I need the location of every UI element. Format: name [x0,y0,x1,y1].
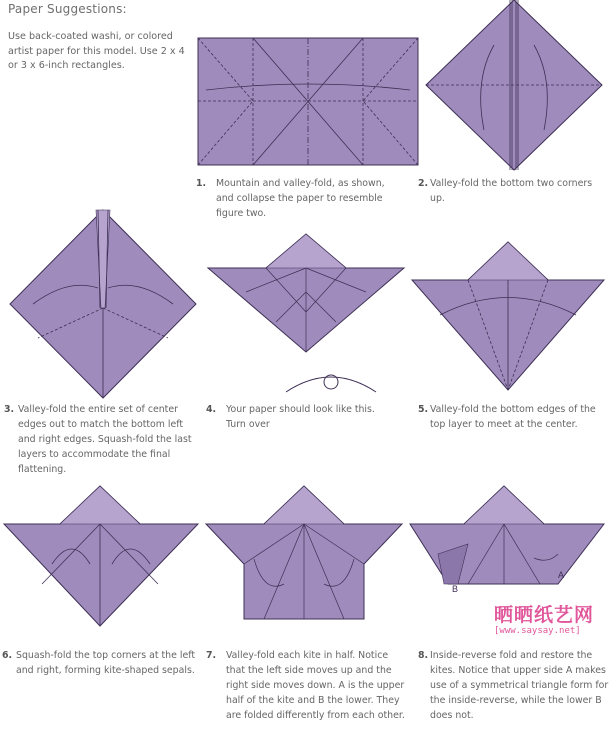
step-3 [4,402,200,480]
watermark-logo: 晒晒纸艺网 [494,604,595,626]
step-text: Valley-fold each kite in half. Notice that the left side moves up and the right side moves down. A is the upper half of the kite and B the lower. They are folded differently from each other. [226,650,405,721]
label-a: A [558,570,565,580]
figure-2-diamond [424,0,604,170]
figure-8-shape [408,484,608,596]
step-text: Inside-reverse fold and restore the kites. Notice that upper side A makes use of a symmetrical triangle form for the inside-reverse, while the lower B does not. [430,650,609,721]
step-text: Valley-fold the entire set of center edges out to match the bottom left and right edges. Squash-fold the last layers to accommodate the final flattening. [18,404,192,475]
step-number: 6. [2,650,13,661]
label-b: B [452,584,459,594]
step-8 [418,648,610,744]
step-text: Mountain and valley-fold, as shown, and collapse the paper to resemble figure two. [216,178,385,219]
step-1 [196,176,406,226]
step-text: Valley-fold the bottom two corners up. [430,178,593,204]
step-text: Your paper should look like this. Turn over [226,404,375,430]
step-number: 3. [4,404,15,415]
step-number: 4. [206,404,217,415]
step-text: Squash-fold the top corners at the left and right, forming kite-shaped sepals. [16,650,196,676]
step-number: 5. [418,404,429,415]
step-6 [2,648,200,698]
figure-7-shape [204,484,404,624]
figure-3-diamond [8,208,198,398]
figure-5-shape [410,240,606,400]
step-number: 2. [418,178,429,189]
figure-4-shape [206,232,406,402]
watermark-url: [www.saysay.net] [494,626,581,636]
figure-1-crease-pattern [198,38,418,165]
figure-6-shape [2,484,200,629]
page-title: Paper Suggestions: [8,2,127,16]
step-2 [418,176,610,212]
step-4 [206,402,406,436]
step-text: Valley-fold the bottom edges of the top layer to meet at the center. [430,404,596,430]
paper-suggestions-text: Use back-coated washi, or colored artist paper for this model. Use 2 x 4 or 3 x 6-inch rectangles. [8,31,185,71]
step-5 [418,402,610,436]
step-number: 1. [196,178,207,189]
step-number: 7. [206,650,217,661]
step-number: 8. [418,650,429,661]
step-7 [206,648,406,744]
